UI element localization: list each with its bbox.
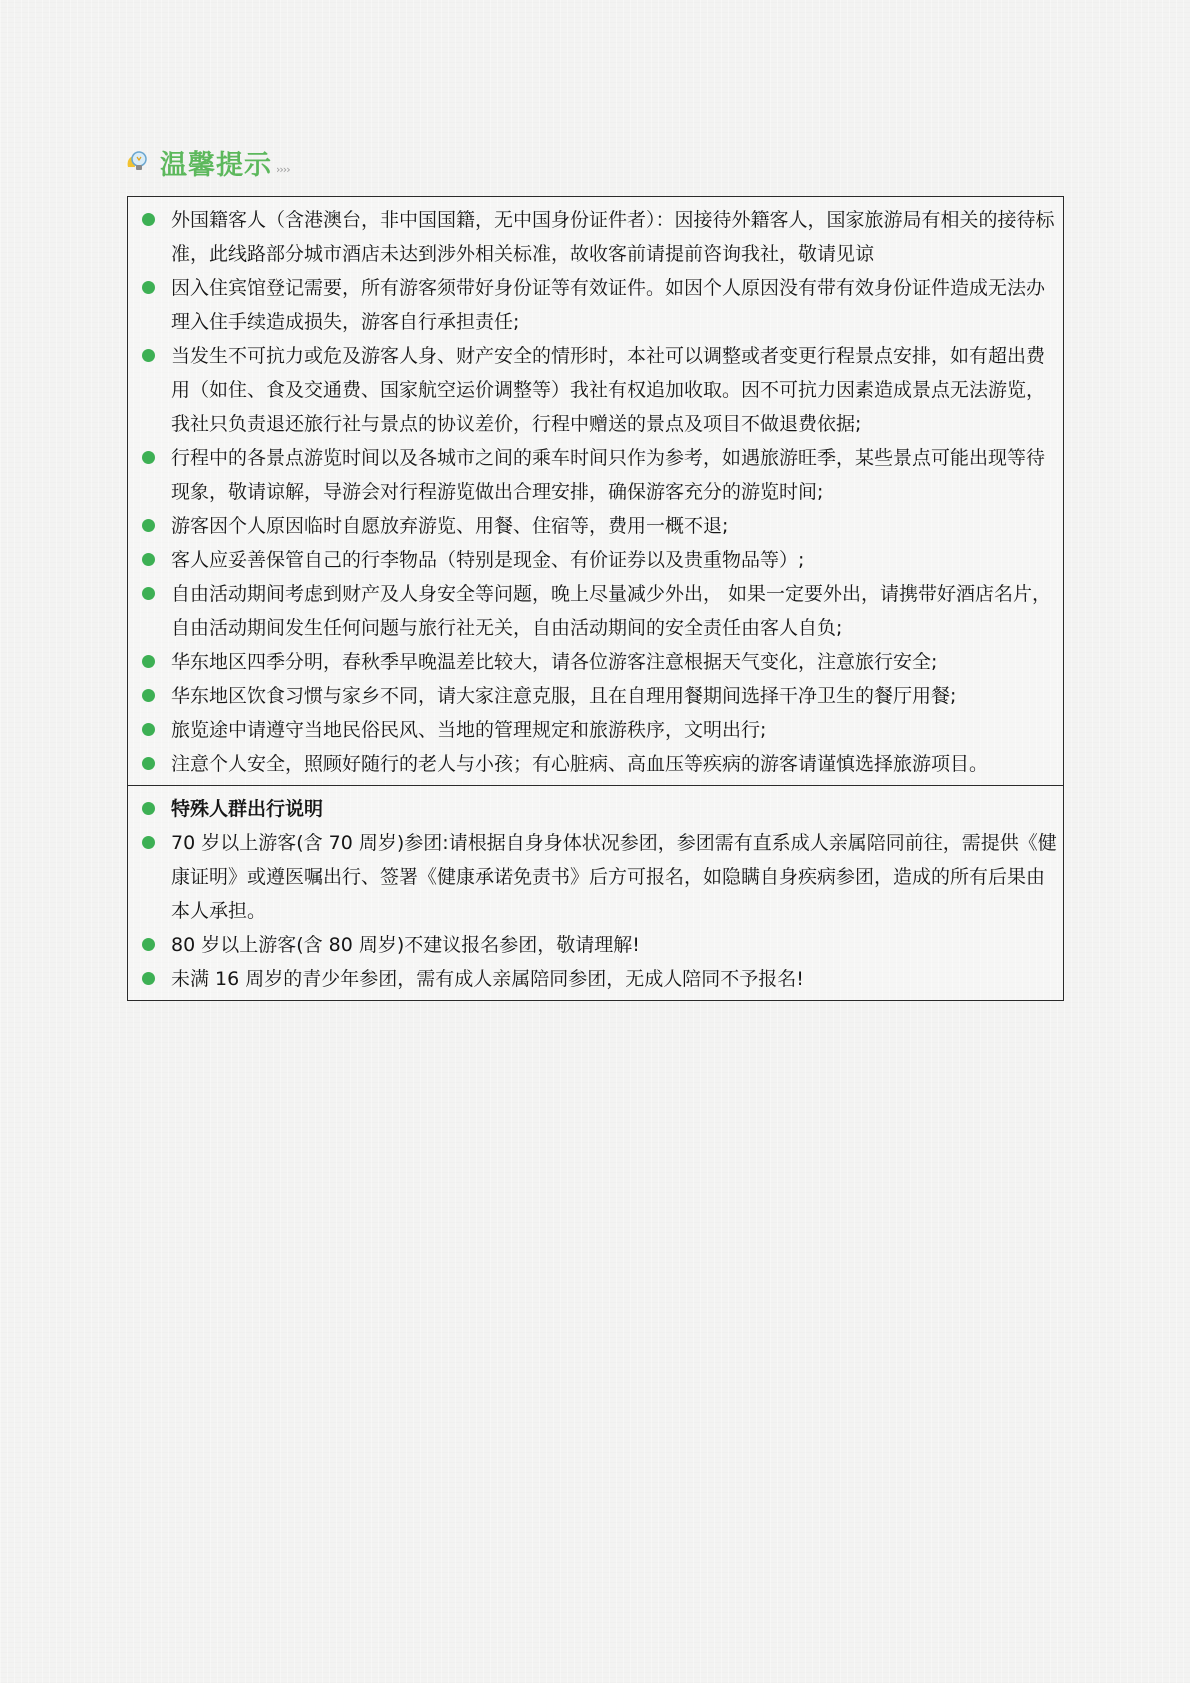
- special-groups-section: [128, 785, 1063, 1000]
- list-item: [128, 962, 1063, 996]
- list-item: [128, 509, 1063, 543]
- bullet-icon: [142, 689, 155, 702]
- bullet-icon: [142, 213, 155, 226]
- list-item-text: 未满 16 周岁的青少年参团，需有成人亲属陪同参团，无成人陪同不予报名!: [171, 968, 804, 990]
- list-item-text: 华东地区四季分明，春秋季早晚温差比较大，请各位游客注意根据天气变化，注意旅行安全;: [171, 651, 938, 673]
- bullet-icon: [142, 655, 155, 668]
- special-groups-title: [128, 792, 1063, 826]
- list-item: [128, 747, 1063, 781]
- heading-title: 温馨提示: [160, 149, 272, 181]
- bullet-icon: [142, 519, 155, 532]
- tips-box: [127, 196, 1064, 1001]
- list-item: [128, 928, 1063, 962]
- section-heading: [124, 142, 290, 182]
- list-item-text: 行程中的各景点游览时间以及各城市之间的乘车时间只作为参考，如遇旅游旺季，某些景点可能出现等待现象，敬请谅解，导游会对行程游览做出合理安排，确保游客充分的游览时间;: [171, 447, 1046, 503]
- bullet-icon: [142, 972, 155, 985]
- list-item-text: 注意个人安全，照顾好随行的老人与小孩；有心脏病、高血压等疾病的游客请谨慎选择旅游项目。: [171, 753, 989, 775]
- bullet-icon: [142, 723, 155, 736]
- list-item-text: 当发生不可抗力或危及游客人身、财产安全的情形时，本社可以调整或者变更行程景点安排，如有超出费用（如住、食及交通费、国家航空运价调整等）我社有权追加收取。因不可抗力因素造成景点无法游览，我社只负责退还旅行社与景点的协议差价，行程中赠送的景点及项目不做退费依据;: [171, 345, 1046, 435]
- lightbulb-icon: [124, 147, 154, 177]
- bullet-icon: [142, 836, 155, 849]
- list-item-text: 70 岁以上游客(含 70 周岁)参团:请根据自身身体状况参团，参团需有直系成人亲属陪同前往，需提供《健康证明》或遵医嘱出行、签署《健康承诺免责书》后方可报名，如隐瞒自身疾病参团，造成的所有后果由本人承担。: [171, 832, 1057, 922]
- heading-arrows: ››››: [276, 162, 290, 176]
- bullet-icon: [142, 553, 155, 566]
- bullet-icon: [142, 587, 155, 600]
- list-item-text: 华东地区饮食习惯与家乡不同，请大家注意克服，且在自理用餐期间选择干净卫生的餐厅用餐;: [171, 685, 957, 707]
- list-item: [128, 543, 1063, 577]
- bullet-icon: [142, 757, 155, 770]
- list-item: [128, 339, 1063, 441]
- list-item-text: 游客因个人原因临时自愿放弃游览、用餐、住宿等，费用一概不退;: [171, 515, 729, 537]
- section-title-text: 特殊人群出行说明: [171, 798, 324, 820]
- list-item-text: 外国籍客人（含港澳台，非中国国籍，无中国身份证件者）：因接待外籍客人，国家旅游局有相关的接待标准，此线路部分城市酒店未达到涉外相关标准，故收客前请提前咨询我社，敬请见谅: [171, 209, 1055, 265]
- bullet-icon: [142, 802, 155, 815]
- list-item: [128, 203, 1063, 271]
- bullet-icon: [142, 938, 155, 951]
- list-item: [128, 441, 1063, 509]
- bullet-icon: [142, 451, 155, 464]
- bullet-icon: [142, 281, 155, 294]
- bullet-icon: [142, 349, 155, 362]
- list-item-text: 因入住宾馆登记需要，所有游客须带好身份证等有效证件。如因个人原因没有带有效身份证件造成无法办理入住手续造成损失，游客自行承担责任;: [171, 277, 1046, 333]
- list-item: [128, 577, 1063, 645]
- list-item: [128, 645, 1063, 679]
- list-item-text: 80 岁以上游客(含 80 周岁)不建议报名参团，敬请理解!: [171, 934, 640, 956]
- list-item-text: 自由活动期间考虑到财产及人身安全等问题，晚上尽量减少外出， 如果一定要外出，请携带好酒店名片，自由活动期间发生任何问题与旅行社无关，自由活动期间的安全责任由客人自负;: [171, 583, 1052, 639]
- list-item: [128, 826, 1063, 928]
- list-item-text: 客人应妥善保管自己的行李物品（特别是现金、有价证券以及贵重物品等）;: [171, 549, 805, 571]
- list-item: [128, 679, 1063, 713]
- list-item-text: 旅览途中请遵守当地民俗民风、当地的管理规定和旅游秩序，文明出行;: [171, 719, 767, 741]
- general-tips-section: [128, 197, 1063, 785]
- list-item: [128, 271, 1063, 339]
- list-item: [128, 713, 1063, 747]
